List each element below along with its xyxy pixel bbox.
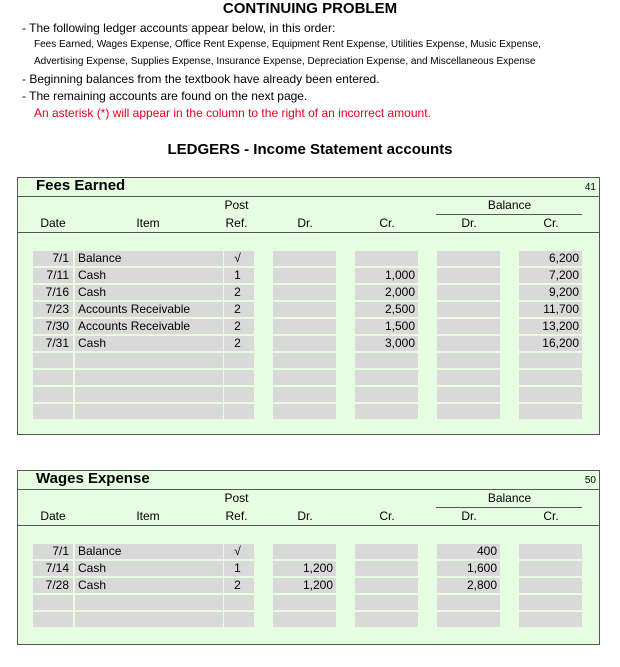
credit-value: 3,000 xyxy=(384,336,415,350)
date-header: Date xyxy=(40,216,66,230)
post-ref-value: √ xyxy=(234,251,241,265)
column-header-divider xyxy=(18,525,599,526)
credit-value: 1,000 xyxy=(384,268,415,282)
balance-debit-cell[interactable] xyxy=(437,336,500,351)
date-cell[interactable] xyxy=(33,404,73,419)
balance-credit-cell[interactable] xyxy=(519,544,582,559)
credit-cell[interactable] xyxy=(355,612,418,627)
instruction-accounts-2: Advertising Expense, Supplies Expense, Insurance Expense, Depreciation Expense, and Miscellaneous Expense xyxy=(34,56,536,67)
balance-debit-cell[interactable] xyxy=(437,285,500,300)
account-name: Fees Earned xyxy=(36,177,126,194)
item-header: Item xyxy=(136,216,160,230)
debit-cell[interactable] xyxy=(273,302,336,317)
post-ref-value: √ xyxy=(234,544,241,558)
credit-header: Cr. xyxy=(379,509,395,523)
date-value: 7/1 xyxy=(52,251,69,265)
item-value: Cash xyxy=(78,336,107,350)
ledger-2 xyxy=(17,470,600,645)
balance-debit-cell[interactable] xyxy=(437,353,500,368)
balance-debit-cell[interactable] xyxy=(437,302,500,317)
ledger-row xyxy=(18,577,601,594)
credit-cell[interactable] xyxy=(355,353,418,368)
credit-value: 1,500 xyxy=(384,319,415,333)
balance-header-rule xyxy=(436,214,582,215)
ledger-row xyxy=(18,284,601,301)
item-value: Accounts Receivable xyxy=(78,319,191,333)
item-value: Cash xyxy=(78,578,107,592)
balance-credit-cell[interactable] xyxy=(519,612,582,627)
ledger-1 xyxy=(17,177,600,435)
post-ref-value: 1 xyxy=(234,561,241,575)
ledgers-subtitle: LEDGERS - Income Statement accounts xyxy=(167,141,453,158)
item-header: Item xyxy=(136,509,160,523)
ledger-row xyxy=(18,301,601,318)
post-ref-value: 2 xyxy=(234,302,241,316)
date-value: 7/30 xyxy=(45,319,69,333)
date-value: 7/1 xyxy=(52,544,69,558)
balance-credit-value: 16,200 xyxy=(542,336,579,350)
credit-cell[interactable] xyxy=(355,578,418,593)
item-value: Cash xyxy=(78,285,107,299)
date-value: 7/16 xyxy=(45,285,69,299)
credit-value: 2,000 xyxy=(384,285,415,299)
credit-cell[interactable] xyxy=(355,561,418,576)
item-cell[interactable] xyxy=(75,612,223,627)
date-header: Date xyxy=(40,509,66,523)
balance-debit-value: 1,600 xyxy=(466,561,497,575)
debit-cell[interactable] xyxy=(273,353,336,368)
credit-cell[interactable] xyxy=(355,387,418,402)
item-value: Cash xyxy=(78,268,107,282)
post-ref-cell[interactable] xyxy=(224,612,254,627)
balance-debit-value: 400 xyxy=(476,544,497,558)
debit-cell[interactable] xyxy=(273,319,336,334)
account-name: Wages Expense xyxy=(36,470,150,487)
date-cell[interactable] xyxy=(33,370,73,385)
credit-cell[interactable] xyxy=(355,251,418,266)
account-number: 50 xyxy=(584,475,596,486)
post-ref-cell[interactable] xyxy=(224,404,254,419)
balance-credit-cell[interactable] xyxy=(519,370,582,385)
balance-credit-cell[interactable] xyxy=(519,595,582,610)
debit-cell[interactable] xyxy=(273,544,336,559)
debit-value: 1,200 xyxy=(302,561,333,575)
balance-credit-value: 7,200 xyxy=(548,268,579,282)
account-number: 41 xyxy=(584,182,596,193)
debit-header: Dr. xyxy=(297,216,313,230)
date-value: 7/11 xyxy=(46,268,69,282)
debit-cell[interactable] xyxy=(273,336,336,351)
date-cell[interactable] xyxy=(33,353,73,368)
debit-cell[interactable] xyxy=(273,251,336,266)
credit-cell[interactable] xyxy=(355,404,418,419)
debit-value: 1,200 xyxy=(302,578,333,592)
item-cell[interactable] xyxy=(75,370,223,385)
balance-credit-value: 13,200 xyxy=(542,319,579,333)
balance-credit-cell[interactable] xyxy=(519,578,582,593)
ledger-row xyxy=(18,611,601,628)
ledger-row xyxy=(18,543,601,560)
balance-header: Balance xyxy=(487,198,532,212)
debit-cell[interactable] xyxy=(273,370,336,385)
balance-debit-cell[interactable] xyxy=(437,268,500,283)
balance-header-rule xyxy=(436,507,582,508)
post-ref-cell[interactable] xyxy=(224,387,254,402)
item-value: Balance xyxy=(78,544,122,558)
credit-cell[interactable] xyxy=(355,544,418,559)
date-value: 7/31 xyxy=(45,336,69,350)
ledger-row xyxy=(18,594,601,611)
balance-credit-cell[interactable] xyxy=(519,387,582,402)
item-cell[interactable] xyxy=(75,595,223,610)
item-value: Accounts Receivable xyxy=(78,302,191,316)
ledger-row xyxy=(18,403,601,420)
balance-debit-cell[interactable] xyxy=(437,387,500,402)
debit-cell[interactable] xyxy=(273,285,336,300)
balance-credit-header: Cr. xyxy=(543,216,559,230)
item-cell[interactable] xyxy=(75,387,223,402)
balance-credit-cell[interactable] xyxy=(519,353,582,368)
balance-debit-value: 2,800 xyxy=(466,578,497,592)
debit-cell[interactable] xyxy=(273,595,336,610)
ledger-row xyxy=(18,335,601,352)
post-ref-cell[interactable] xyxy=(224,353,254,368)
debit-cell[interactable] xyxy=(273,612,336,627)
item-value: Cash xyxy=(78,561,107,575)
balance-debit-cell[interactable] xyxy=(437,319,500,334)
debit-header: Dr. xyxy=(297,509,313,523)
post-ref-cell[interactable] xyxy=(224,595,254,610)
header-divider xyxy=(18,489,599,490)
balance-credit-cell[interactable] xyxy=(519,404,582,419)
instruction-next-page: - The remaining accounts are found on the next page. xyxy=(22,89,308,103)
credit-cell[interactable] xyxy=(355,370,418,385)
instruction-order: - The following ledger accounts appear below, in this order: xyxy=(22,21,336,35)
ledger-row xyxy=(18,369,601,386)
date-value: 7/23 xyxy=(45,302,69,316)
credit-value: 2,500 xyxy=(384,302,415,316)
header-divider xyxy=(18,196,599,197)
item-cell[interactable] xyxy=(75,353,223,368)
date-cell[interactable] xyxy=(33,595,73,610)
post-ref-cell[interactable] xyxy=(224,370,254,385)
debit-cell[interactable] xyxy=(273,387,336,402)
balance-debit-cell[interactable] xyxy=(437,612,500,627)
instruction-balances: - Beginning balances from the textbook have already been entered. xyxy=(22,72,380,86)
balance-debit-cell[interactable] xyxy=(437,595,500,610)
ref-header: Ref. xyxy=(225,216,248,230)
ledger-row xyxy=(18,352,601,369)
item-cell[interactable] xyxy=(75,404,223,419)
post-ref-value: 2 xyxy=(234,319,241,333)
page-title: CONTINUING PROBLEM xyxy=(222,0,398,17)
instruction-accounts-1: Fees Earned, Wages Expense, Office Rent Expense, Equipment Rent Expense, Utilities Expense, Music Expense, xyxy=(34,39,541,50)
post-ref-value: 2 xyxy=(234,336,241,350)
ledger-row xyxy=(18,318,601,335)
balance-debit-cell[interactable] xyxy=(437,404,500,419)
post-ref-value: 2 xyxy=(234,578,241,592)
post-ref-value: 2 xyxy=(234,285,241,299)
balance-header: Balance xyxy=(487,491,532,505)
balance-debit-header: Dr. xyxy=(461,216,477,230)
ledger-row xyxy=(18,560,601,577)
date-value: 7/28 xyxy=(45,578,69,592)
balance-credit-value: 6,200 xyxy=(548,251,579,265)
balance-credit-header: Cr. xyxy=(543,509,559,523)
balance-debit-cell[interactable] xyxy=(437,370,500,385)
balance-credit-value: 9,200 xyxy=(548,285,579,299)
ref-header: Ref. xyxy=(225,509,248,523)
credit-header: Cr. xyxy=(379,216,395,230)
balance-credit-value: 11,700 xyxy=(543,302,579,316)
date-value: 7/14 xyxy=(45,561,69,575)
ledger-row xyxy=(18,250,601,267)
debit-cell[interactable] xyxy=(273,404,336,419)
date-cell[interactable] xyxy=(33,612,73,627)
credit-cell[interactable] xyxy=(355,595,418,610)
item-value: Balance xyxy=(78,251,122,265)
date-cell[interactable] xyxy=(33,387,73,402)
post-header-top: Post xyxy=(224,198,249,212)
post-ref-value: 1 xyxy=(234,268,241,282)
column-header-divider xyxy=(18,232,599,233)
ledger-row xyxy=(18,386,601,403)
instruction-asterisk-note: An asterisk (*) will appear in the column to the right of an incorrect amount. xyxy=(34,106,431,120)
balance-debit-cell[interactable] xyxy=(437,251,500,266)
post-header-top: Post xyxy=(224,491,249,505)
balance-credit-cell[interactable] xyxy=(519,561,582,576)
ledger-row xyxy=(18,267,601,284)
balance-debit-header: Dr. xyxy=(461,509,477,523)
debit-cell[interactable] xyxy=(273,268,336,283)
